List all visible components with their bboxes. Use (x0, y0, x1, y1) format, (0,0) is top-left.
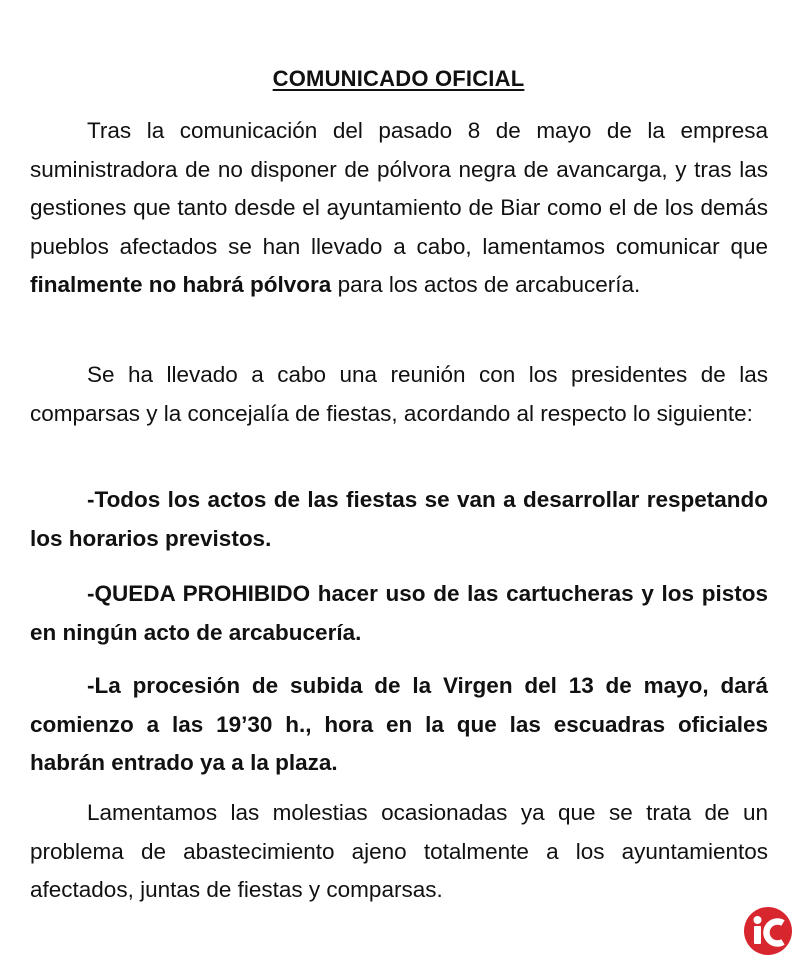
paragraph-intro (30, 112, 768, 305)
paragraph-apology: Lamentamos las molestias ocasionadas ya que se trata de un problema de abastecimiento ajeno totalmente a los ayuntamientos afectados, juntas de fiestas y comparsas. (30, 800, 768, 902)
paragraph-intro-bold: finalmente no habrá pólvora (30, 272, 332, 297)
list-item-prohibition (30, 575, 768, 652)
list-item-prohibition-text: hacer uso de las cartucheras y los pistos en ningún acto de arcabucería. (30, 581, 768, 645)
ic-logo-icon (743, 906, 793, 956)
paragraph-intro-end: para los actos de arcabucería. (331, 272, 641, 297)
list-item-procession: -La procesión de subida de la Virgen del 13 de mayo, dará comienzo a las 19’30 h., hora en la que las escuadras oficiales habrán entrado ya a la plaza. (30, 673, 768, 775)
list-item-prohibition-bold: -QUEDA PROHIBIDO (87, 581, 311, 606)
paragraph-meeting: Se ha llevado a cabo una reunión con los presidentes de las comparsas y la concejalía de fiestas, acordando al respecto lo siguiente: (30, 362, 768, 426)
list-item-schedule: -Todos los actos de las fiestas se van a desarrollar respetando los horarios previstos. (30, 487, 768, 551)
paragraph-intro-text: Tras la comunicación del pasado 8 de mayo de la empresa suministradora de no disponer de pólvora negra de avancarga, y tras las gestiones que tanto desde el ayuntamiento de Biar como el de los demás pueblos afectados se han llevado a cabo, lamentamos comunicar que (30, 118, 768, 259)
document-title: COMUNICADO OFICIAL (272, 66, 525, 91)
